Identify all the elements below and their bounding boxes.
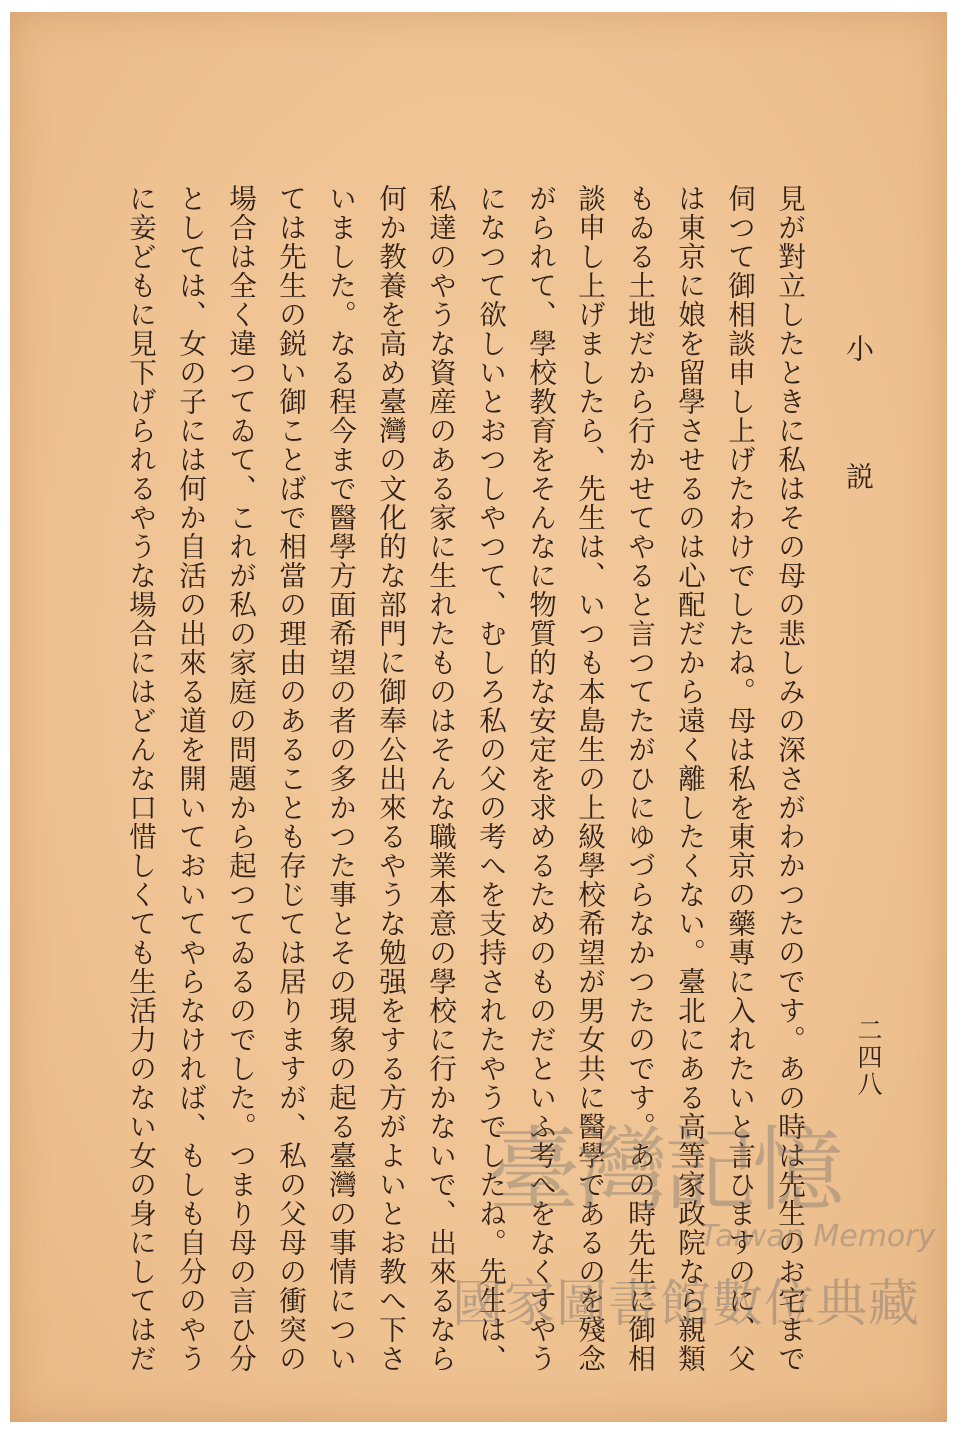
text-column: 私達のやうな資産のある家に生れたものはそんな職業本意の學校に行かないで、出來るなら	[424, 184, 457, 1373]
text-column: 伺つて御相談申し上げたわけでしたね。母は私を東京の藥專に入れたいと言ひますのに、父	[723, 184, 756, 1373]
text-column: になつて欲しいとおつしやつて、むしろ私の父の考へを支持されたやうでしたね。先生は、	[474, 184, 507, 1373]
text-column: ては先生の鋭い御ことばで相當の理由のあることも存じては居りますが、私の父母の衝突の	[274, 184, 307, 1373]
text-column: 場合は全く違つてゐて、これが私の家庭の問題から起つてゐるのでした。つまり母の言ひ分	[224, 184, 257, 1373]
watermark-brand-cn: 臺灣記憶	[488, 1117, 841, 1224]
text-column: 何か教養を高め臺灣の文化的な部門に御奉公出來るやうな勉强をする方がよいとお教へ下さ	[374, 184, 407, 1373]
text-column: は東京に娘を留學させるのは心配だから遠く離したくない。臺北にある高等家政院なら親類	[673, 184, 706, 1373]
text-column: に妾どもに見下げられるやうな場合にはどんな口惜しくても生活力のない女の身にしてはだ	[124, 184, 157, 1373]
watermark-brand-en: Taiwan Memory	[700, 1219, 936, 1254]
text-column: もゐる土地だから行かせてやると言つてたがひにゆづらなかつたのです。あの時先生に御相	[623, 184, 656, 1373]
text-column: としては、女の子には何か自活の出來る道を開いておいてやらなければ、もしも自分のやう	[174, 184, 207, 1373]
text-column: いました。なる程今まで醫學方面希望の者の多かつた事とその現象の起る臺灣の事情につい	[324, 184, 357, 1373]
watermark-library-name: 國家圖書館數位典藏	[452, 1275, 921, 1334]
text-column: がられて、學校教育をそんなに物質的な安定を求めるためのものだといふ考へをなくすやう	[524, 184, 557, 1373]
text-column: 談申し上げましたら、先生は、いつも本島生の上級學校希望が男女共に醫學であるのを殘念	[573, 184, 606, 1373]
running-header-title: 小説	[842, 334, 875, 590]
page-number: 二四八	[854, 1017, 883, 1098]
book-page	[10, 12, 947, 1422]
text-column: 見が對立したときに私はその母の悲しみの深さがわかつたのです。あの時は先生のお宅まで	[773, 184, 806, 1373]
